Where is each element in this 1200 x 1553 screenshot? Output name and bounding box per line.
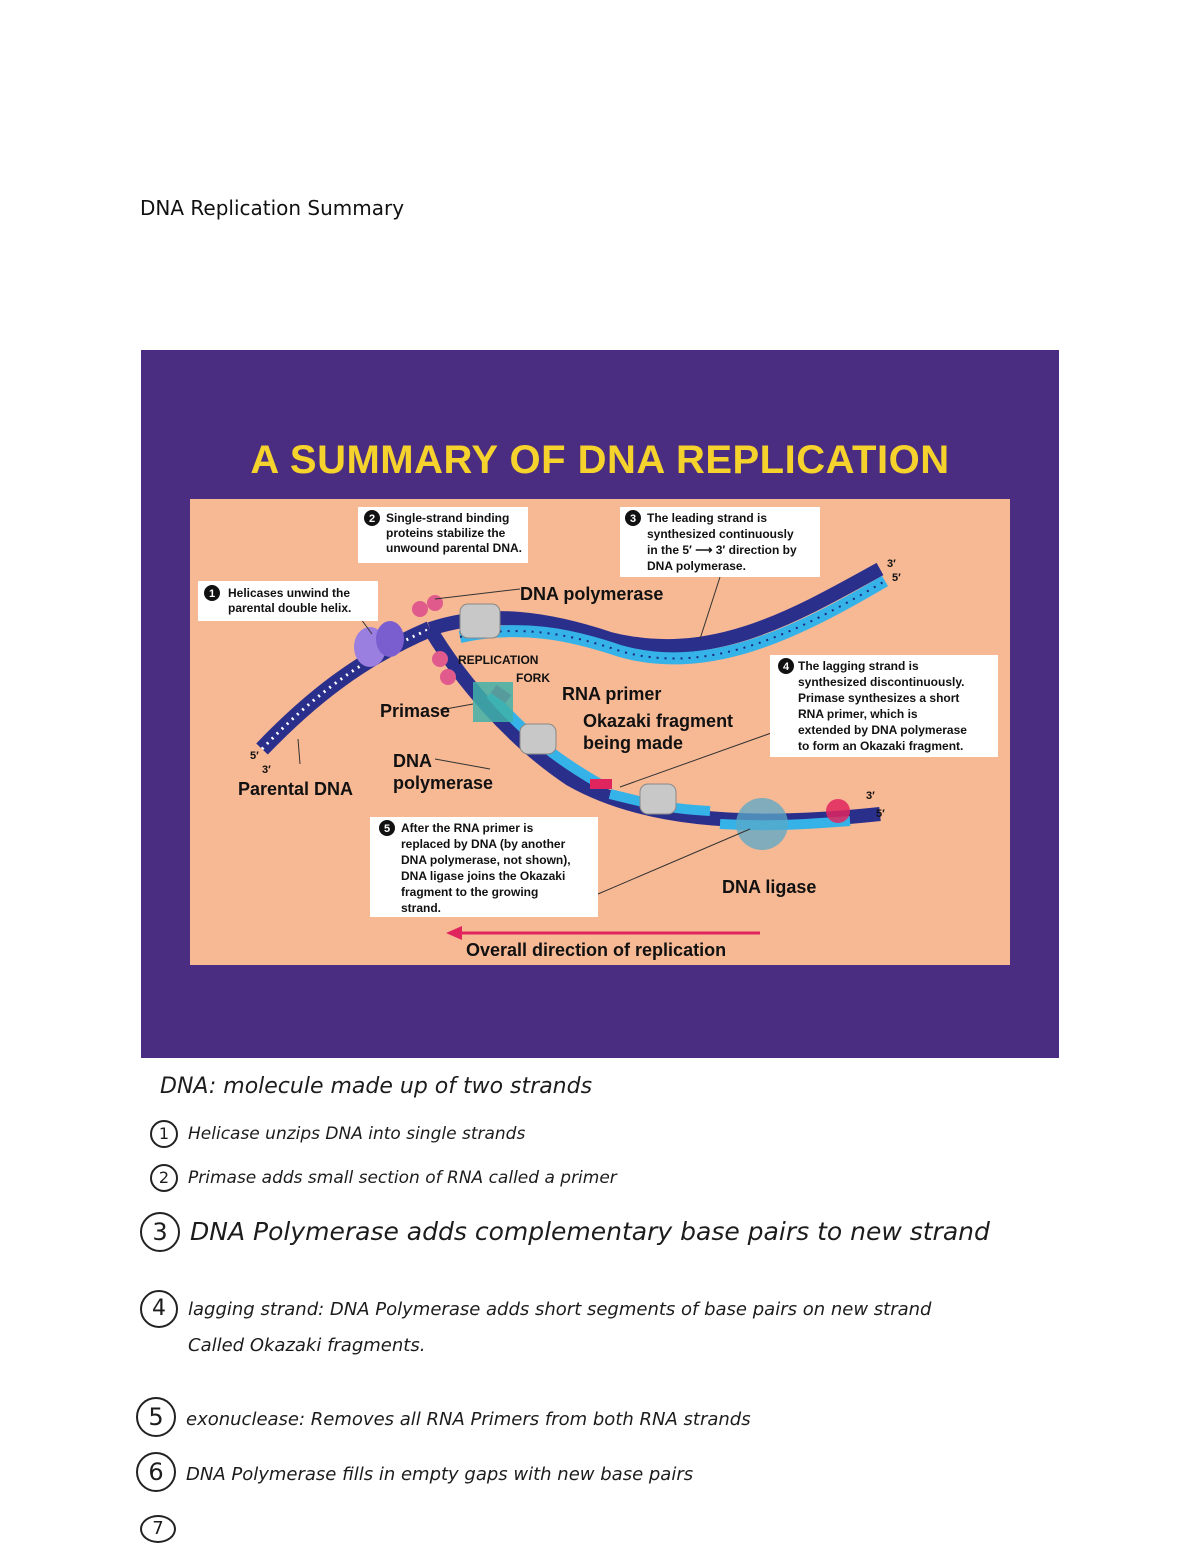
note-line <box>140 1515 186 1543</box>
note-text: Primase adds small section of RNA called a primer <box>188 1168 617 1188</box>
callout-line: Helicases unwind the <box>228 586 351 600</box>
note-number: 3 <box>140 1212 180 1252</box>
figure-title: A SUMMARY OF DNA REPLICATION <box>250 438 950 482</box>
callout-number: 3 <box>629 513 637 525</box>
label-dna-ligase: DNA ligase <box>722 877 817 897</box>
label-replication: REPLICATION <box>458 653 539 667</box>
callout-line: DNA polymerase. <box>647 559 746 573</box>
label-rna-primer: RNA primer <box>562 684 662 704</box>
callout-line: DNA polymerase, not shown), <box>401 853 571 867</box>
label-okazaki-line1: Okazaki fragment <box>583 711 734 731</box>
note-number: 6 <box>136 1452 176 1492</box>
note-text: Called Okazaki fragments. <box>188 1335 426 1356</box>
note-text: lagging strand: DNA Polymerase adds short segments of base pairs on new strand <box>188 1299 932 1320</box>
callout-line: extended by DNA polymerase <box>798 723 967 737</box>
note-number: 1 <box>150 1120 178 1148</box>
callout-line: RNA primer, which is <box>798 707 918 721</box>
note-line <box>150 1164 617 1192</box>
note-number: 2 <box>150 1164 178 1192</box>
note-text: DNA: molecule made up of two strands <box>160 1074 593 1099</box>
note-line <box>136 1452 693 1492</box>
note-line <box>160 1074 592 1099</box>
callout-number: 1 <box>208 588 216 600</box>
callout-line: synthesized continuously <box>647 527 794 541</box>
callout-line: strand. <box>401 901 442 915</box>
note-text: exonuclease: Removes all RNA Primers from both RNA strands <box>186 1409 751 1430</box>
note-number: 5 <box>136 1397 176 1437</box>
callout-line: fragment to the growing <box>401 885 539 899</box>
callout-line: DNA ligase joins the Okazaki <box>401 869 566 883</box>
label-okazaki-line2: being made <box>583 733 684 753</box>
callout-line: unwound parental DNA. <box>386 541 522 555</box>
note-text: DNA Polymerase fills in empty gaps with new base pairs <box>186 1464 694 1485</box>
end-label-5: 5′ <box>250 750 259 762</box>
label-dna-poly-line1: DNA <box>393 751 432 771</box>
note-text: DNA Polymerase adds complementary base pairs to new strand <box>190 1217 990 1246</box>
label-parental-dna: Parental DNA <box>238 779 354 799</box>
callout-line: Single-strand binding <box>386 511 510 525</box>
label-overall-direction: Overall direction of replication <box>466 940 727 960</box>
label-dna-polymerase-top: DNA polymerase <box>520 584 664 604</box>
callout-number: 5 <box>383 823 391 835</box>
callout-line: replaced by DNA (by another <box>401 837 566 851</box>
note-line <box>140 1290 931 1328</box>
label-fork: FORK <box>516 671 550 685</box>
callout-line: synthesized discontinuously. <box>798 675 965 689</box>
note-number: 7 <box>140 1515 176 1543</box>
note-line <box>188 1335 425 1356</box>
note-number: 4 <box>140 1290 178 1328</box>
callout-number: 2 <box>368 513 376 525</box>
callout-line: Primase synthesizes a short <box>798 691 960 705</box>
callout-line: After the RNA primer is <box>401 821 534 835</box>
label-primase: Primase <box>380 701 451 721</box>
callout-line: The lagging strand is <box>798 659 919 673</box>
end-label-3: 3′ <box>887 558 896 570</box>
document-title: DNA Replication Summary <box>140 196 405 220</box>
callout-line: parental double helix. <box>228 601 352 615</box>
end-label-3: 3′ <box>866 790 875 802</box>
end-label-3: 3′ <box>262 764 271 776</box>
note-text: Helicase unzips DNA into single strands <box>188 1124 526 1144</box>
label-dna-poly-line2: polymerase <box>393 773 494 793</box>
note-line <box>136 1397 751 1437</box>
callout-line: to form an Okazaki fragment. <box>798 739 964 753</box>
note-line <box>150 1120 525 1148</box>
callout-line: The leading strand is <box>647 511 768 525</box>
end-label-5: 5′ <box>892 572 901 584</box>
end-label-5: 5′ <box>876 808 885 820</box>
callout-line: in the 5′ ⟶ 3′ direction by <box>647 543 797 557</box>
note-line <box>140 1212 990 1252</box>
callout-line: proteins stabilize the <box>386 526 506 540</box>
callout-number: 4 <box>782 661 790 673</box>
